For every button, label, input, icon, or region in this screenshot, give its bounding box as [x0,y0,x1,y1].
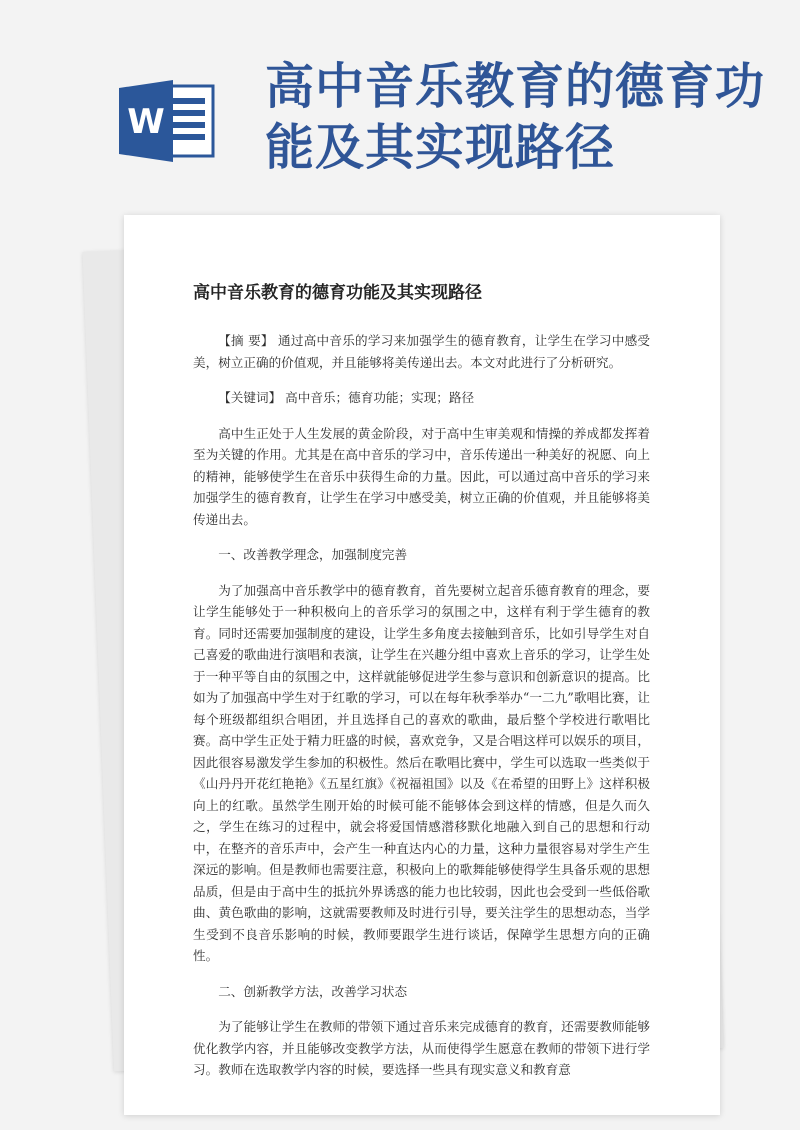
keywords-paragraph [193,387,650,409]
header-title: 高中音乐教育的德育功能及其实现路径 [265,58,766,176]
svg-text:W: W [127,102,165,142]
section1-heading: 一、改善教学理念，加强制度完善 [218,547,408,562]
word-document-icon [117,78,217,164]
page-header [0,0,800,215]
document-title: 高中音乐教育的德育功能及其实现路径 [193,283,482,303]
document-page [124,215,720,1115]
keywords-label: 【关键词】 [218,390,282,405]
abstract-text: 通过高中音乐的学习来加强学生的德育教育，让学生在学习中感受美，树立正确的价值观，并且能够将美传递出去。本文对此进行了分析研究。 [193,333,650,370]
section2-body: 为了能够让学生在教师的带领下通过音乐来完成德育的教育，还需要教师能够优化教学内容，并且能够改变教学方法，从而使得学生愿意在教师的带领下进行学习。教师在选取教学内容的时候，要选择一些具有现实意义和教育意 [193,1019,650,1077]
section1-body: 为了加强高中音乐教学中的德育教育，首先要树立起音乐德育教育的理念，要让学生能够处于一种积极向上的音乐学习的氛围之中，这样有利于学生德育的教育。同时还需要加强制度的建设，让学生多角度去接触到音乐，比如引导学生对自己喜爱的歌曲进行演唱和表演，让学生在兴趣分组中喜欢上音乐的学习，让学生处于一种平等自由的氛围之中，这样就能够促进学生参与意识和创新意识的提高。比如为了加强高中学生对于红歌的学习，可以在每年秋季举办“一二九”歌唱比赛，让每个班级都组织合唱团，并且选择自己的喜欢的歌曲，最后整个学校进行歌唱比赛。高中学生正处于精力旺盛的时候，喜欢竞争，又是合唱这样可以娱乐的项目，因此很容易激发学生参加的积极性。然后在歌唱比赛中，学生可以选取一些类似于《山丹丹开花红艳艳》《五星红旗》《祝福祖国》以及《在希望的田野上》这样积极向上的红歌。虽然学生刚开始的时候可能不能够体会到这样的情感，但是久而久之，学生在练习的过程中，就会将爱国情感潜移默化地融入到自己的思想和行动中，在整齐的音乐声中，会产生一种直达内心的力量，这种力量很容易对学生产生深远的影响。但是教师也需要注意，积极向上的歌舞能够使得学生具备乐观的思想品质，但是由于高中生的抵抗外界诱惑的能力也比较弱，因此也会受到一些低俗歌曲、黄色歌曲的影响，这就需要教师及时进行引导，要关注学生的思想动态，当学生受到不良音乐影响的时候，教师要跟学生进行谈话，保障学生思想方向的正确性。 [193,582,650,963]
document-body [193,281,650,1095]
abstract-paragraph [193,330,650,373]
intro-paragraph: 高中生正处于人生发展的黄金阶段，对于高中生审美观和情操的养成都发挥着至为关键的作用。尤其是在高中音乐的学习中，音乐传递出一种美好的祝愿、向上的精神，能够使学生在音乐中获得生命的力量。因此，可以通过高中音乐的学习来加强学生的德育教育，让学生在学习中感受美，树立正确的价值观，并且能够将美传递出去。 [193,425,650,527]
abstract-label: 【摘 要】 [218,333,274,348]
keywords-text: 高中音乐；德育功能；实现；路径 [285,390,475,405]
section2-heading: 二、创新教学方法，改善学习状态 [218,983,408,999]
